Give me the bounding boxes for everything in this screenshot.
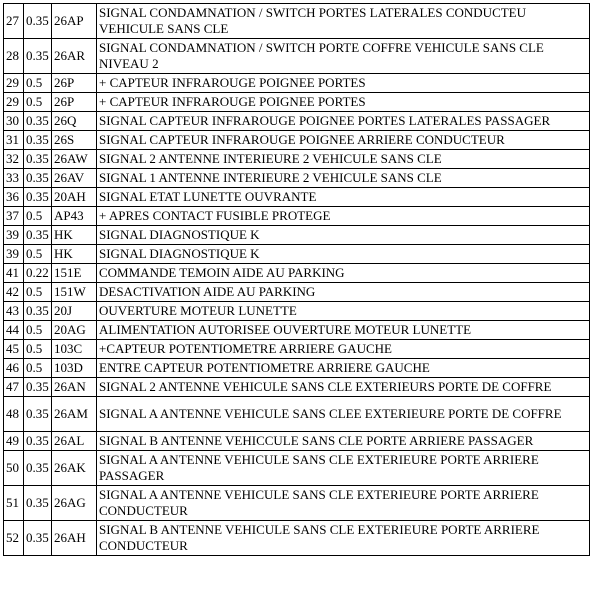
table-row (4, 321, 590, 340)
pin-number-cell: 43 (4, 302, 24, 321)
wire-section-cell: 0.5 (24, 359, 52, 378)
wire-section-cell: 0.5 (24, 74, 52, 93)
wire-code-cell: 26AP (52, 4, 97, 39)
wire-section-cell: 0.35 (24, 378, 52, 397)
table-row (4, 226, 590, 245)
wire-code-cell: AP43 (52, 207, 97, 226)
description-cell: SIGNAL CONDAMNATION / SWITCH PORTES LATERALES CONDUCTEU VEHICULE SANS CLE (97, 4, 590, 39)
wire-code-cell: 20AH (52, 188, 97, 207)
table-row (4, 397, 590, 432)
wire-section-cell: 0.35 (24, 451, 52, 486)
table-row (4, 378, 590, 397)
wire-code-cell: 26P (52, 93, 97, 112)
table-row (4, 340, 590, 359)
table-row (4, 169, 590, 188)
wire-section-cell: 0.35 (24, 486, 52, 521)
table-row (4, 93, 590, 112)
wire-code-cell: 151E (52, 264, 97, 283)
pin-number-cell: 49 (4, 432, 24, 451)
description-cell: SIGNAL A ANTENNE VEHICULE SANS CLE EXTERIEURE PORTE ARRIERE PASSAGER (97, 451, 590, 486)
wire-section-cell: 0.35 (24, 169, 52, 188)
description-cell: OUVERTURE MOTEUR LUNETTE (97, 302, 590, 321)
pin-number-cell: 29 (4, 93, 24, 112)
pin-number-cell: 46 (4, 359, 24, 378)
wire-section-cell: 0.35 (24, 112, 52, 131)
wire-section-cell: 0.35 (24, 188, 52, 207)
description-cell: ALIMENTATION AUTORISEE OUVERTURE MOTEUR LUNETTE (97, 321, 590, 340)
description-cell: SIGNAL DIAGNOSTIQUE K (97, 226, 590, 245)
description-cell: SIGNAL A ANTENNE VEHICULE SANS CLEE EXTERIEURE PORTE DE COFFRE (97, 397, 590, 432)
pin-number-cell: 37 (4, 207, 24, 226)
wire-code-cell: HK (52, 226, 97, 245)
wire-code-cell: 26AR (52, 39, 97, 74)
table-row (4, 131, 590, 150)
pin-number-cell: 48 (4, 397, 24, 432)
description-cell: SIGNAL CAPTEUR INFRAROUGE POIGNEE ARRIERE CONDUCTEUR (97, 131, 590, 150)
wire-section-cell: 0.35 (24, 226, 52, 245)
wire-code-cell: 26AM (52, 397, 97, 432)
description-cell: +CAPTEUR POTENTIOMETRE ARRIERE GAUCHE (97, 340, 590, 359)
table-body (4, 4, 590, 556)
table-row (4, 264, 590, 283)
description-cell: + CAPTEUR INFRAROUGE POIGNEE PORTES (97, 93, 590, 112)
table-row (4, 302, 590, 321)
wire-code-cell: 103D (52, 359, 97, 378)
pin-number-cell: 32 (4, 150, 24, 169)
table-row (4, 245, 590, 264)
table-row (4, 432, 590, 451)
table-row (4, 359, 590, 378)
description-cell: SIGNAL CONDAMNATION / SWITCH PORTE COFFRE VEHICULE SANS CLE NIVEAU 2 (97, 39, 590, 74)
pin-number-cell: 30 (4, 112, 24, 131)
description-cell: SIGNAL B ANTENNE VEHICCULE SANS CLE PORTE ARRIERE PASSAGER (97, 432, 590, 451)
wire-section-cell: 0.35 (24, 4, 52, 39)
table-row (4, 4, 590, 39)
wire-section-cell: 0.35 (24, 39, 52, 74)
pin-number-cell: 28 (4, 39, 24, 74)
wire-section-cell: 0.5 (24, 245, 52, 264)
wire-code-cell: 151W (52, 283, 97, 302)
wire-code-cell: 26AG (52, 486, 97, 521)
table-row (4, 283, 590, 302)
wire-code-cell: 26S (52, 131, 97, 150)
wire-code-cell: 26AK (52, 451, 97, 486)
description-cell: SIGNAL 2 ANTENNE INTERIEURE 2 VEHICULE SANS CLE (97, 150, 590, 169)
pin-number-cell: 39 (4, 226, 24, 245)
wire-section-cell: 0.5 (24, 283, 52, 302)
pin-number-cell: 33 (4, 169, 24, 188)
pin-number-cell: 31 (4, 131, 24, 150)
table-row (4, 451, 590, 486)
pin-number-cell: 51 (4, 486, 24, 521)
connector-pinout-table (3, 3, 590, 556)
pin-number-cell: 27 (4, 4, 24, 39)
pin-number-cell: 45 (4, 340, 24, 359)
pin-number-cell: 29 (4, 74, 24, 93)
wire-code-cell: 26P (52, 74, 97, 93)
wire-section-cell: 0.35 (24, 521, 52, 556)
pin-number-cell: 36 (4, 188, 24, 207)
table-row (4, 207, 590, 226)
wire-code-cell: 26AV (52, 169, 97, 188)
wire-code-cell: 20AG (52, 321, 97, 340)
description-cell: SIGNAL 2 ANTENNE VEHICULE SANS CLE EXTERIEURS PORTE DE COFFRE (97, 378, 590, 397)
description-cell: ENTRE CAPTEUR POTENTIOMETRE ARRIERE GAUCHE (97, 359, 590, 378)
description-cell: SIGNAL CAPTEUR INFRAROUGE POIGNEE PORTES LATERALES PASSAGER (97, 112, 590, 131)
table-row (4, 521, 590, 556)
pin-number-cell: 42 (4, 283, 24, 302)
description-cell: + CAPTEUR INFRAROUGE POIGNEE PORTES (97, 74, 590, 93)
wire-section-cell: 0.35 (24, 150, 52, 169)
description-cell: COMMANDE TEMOIN AIDE AU PARKING (97, 264, 590, 283)
wire-section-cell: 0.5 (24, 340, 52, 359)
wire-section-cell: 0.35 (24, 302, 52, 321)
table-row (4, 150, 590, 169)
table-row (4, 112, 590, 131)
pin-number-cell: 50 (4, 451, 24, 486)
wire-code-cell: 26AL (52, 432, 97, 451)
wire-code-cell: 103C (52, 340, 97, 359)
wire-section-cell: 0.5 (24, 207, 52, 226)
pin-number-cell: 39 (4, 245, 24, 264)
wire-code-cell: 26AN (52, 378, 97, 397)
table-row (4, 188, 590, 207)
pin-number-cell: 47 (4, 378, 24, 397)
description-cell: SIGNAL B ANTENNE VEHICULE SANS CLE EXTERIEURE PORTE ARRIERE CONDUCTEUR (97, 521, 590, 556)
wire-code-cell: 26AW (52, 150, 97, 169)
wire-section-cell: 0.22 (24, 264, 52, 283)
table-row (4, 39, 590, 74)
pin-number-cell: 52 (4, 521, 24, 556)
table-row (4, 74, 590, 93)
description-cell: SIGNAL ETAT LUNETTE OUVRANTE (97, 188, 590, 207)
wire-code-cell: 20J (52, 302, 97, 321)
wire-section-cell: 0.5 (24, 321, 52, 340)
description-cell: SIGNAL 1 ANTENNE INTERIEURE 2 VEHICULE SANS CLE (97, 169, 590, 188)
wire-code-cell: 26Q (52, 112, 97, 131)
wire-code-cell: 26AH (52, 521, 97, 556)
wire-code-cell: HK (52, 245, 97, 264)
wire-section-cell: 0.35 (24, 397, 52, 432)
pin-number-cell: 41 (4, 264, 24, 283)
table-row (4, 486, 590, 521)
description-cell: + APRES CONTACT FUSIBLE PROTEGE (97, 207, 590, 226)
pin-number-cell: 44 (4, 321, 24, 340)
description-cell: DESACTIVATION AIDE AU PARKING (97, 283, 590, 302)
description-cell: SIGNAL DIAGNOSTIQUE K (97, 245, 590, 264)
wire-section-cell: 0.5 (24, 93, 52, 112)
wire-section-cell: 0.35 (24, 432, 52, 451)
wire-section-cell: 0.35 (24, 131, 52, 150)
description-cell: SIGNAL A ANTENNE VEHICULE SANS CLE EXTERIEURE PORTE ARRIERE CONDUCTEUR (97, 486, 590, 521)
